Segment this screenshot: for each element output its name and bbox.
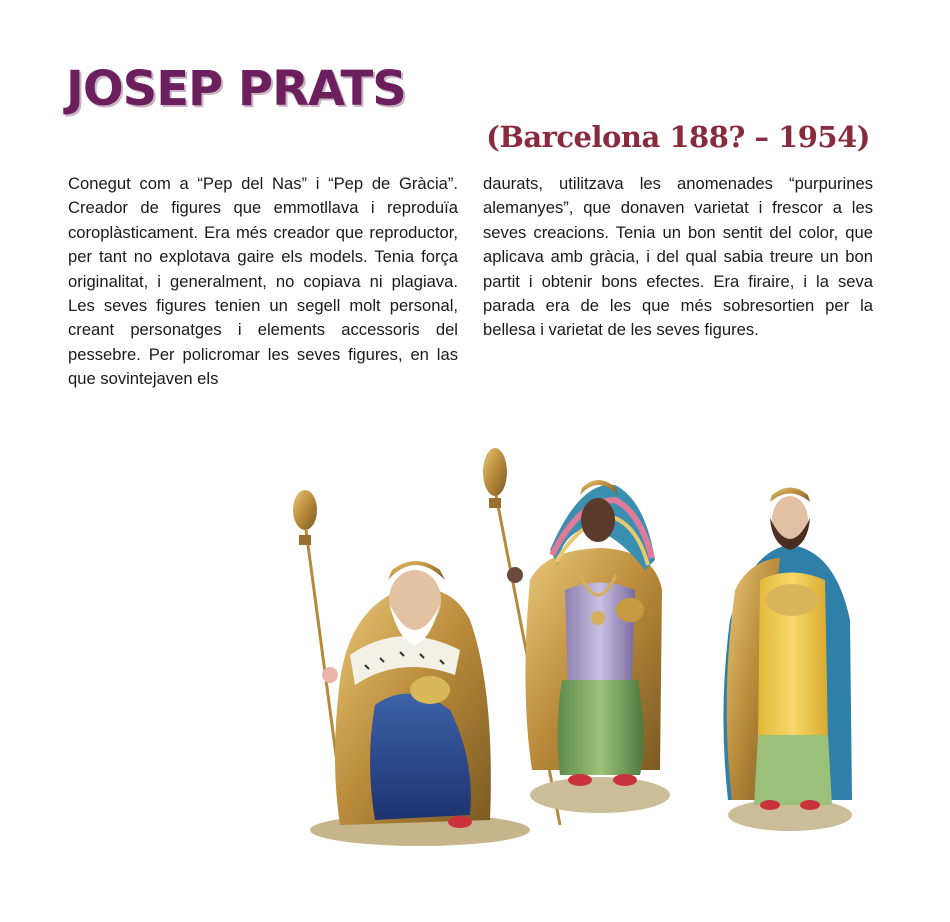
standing-king-figure — [483, 448, 670, 825]
body-text-right-column: daurats, utilitzava les anomenades “purpurines alemanyes”, que donaven varietat i frescor a les seves creacions. Tenia un bon sentit del color, que aplicava amb gràcia, i del qual sabia treure un bon partit i obtenir bons efectes. Era firaire, i la seva parada era de les que més sobresortien per la bellesa i varietat de les seves figures. — [483, 174, 873, 340]
seated-king-figure — [293, 490, 530, 846]
body-text-left-column: Conegut com a “Pep del Nas” i “Pep de Gràcia”. Creador de figures que emmotllava i reproduïa coroplàsticament. Era més creador que reproductor, per tant no explotava gaire els models. Tenia força originalitat, i generalment, no copiava ni plagiava. Les seves figures tenien un segell molt personal, creant personatges i elements accessoris del pessebre. Per policromar les seves figures, en las que sovintejaven els — [68, 174, 458, 389]
yellow-robed-king-figure — [723, 488, 852, 832]
page-title: JOSEP PRATS — [66, 61, 406, 117]
page-subtitle: (Barcelona 188? – 1954) — [486, 120, 870, 154]
nativity-figures-photo — [280, 440, 880, 860]
